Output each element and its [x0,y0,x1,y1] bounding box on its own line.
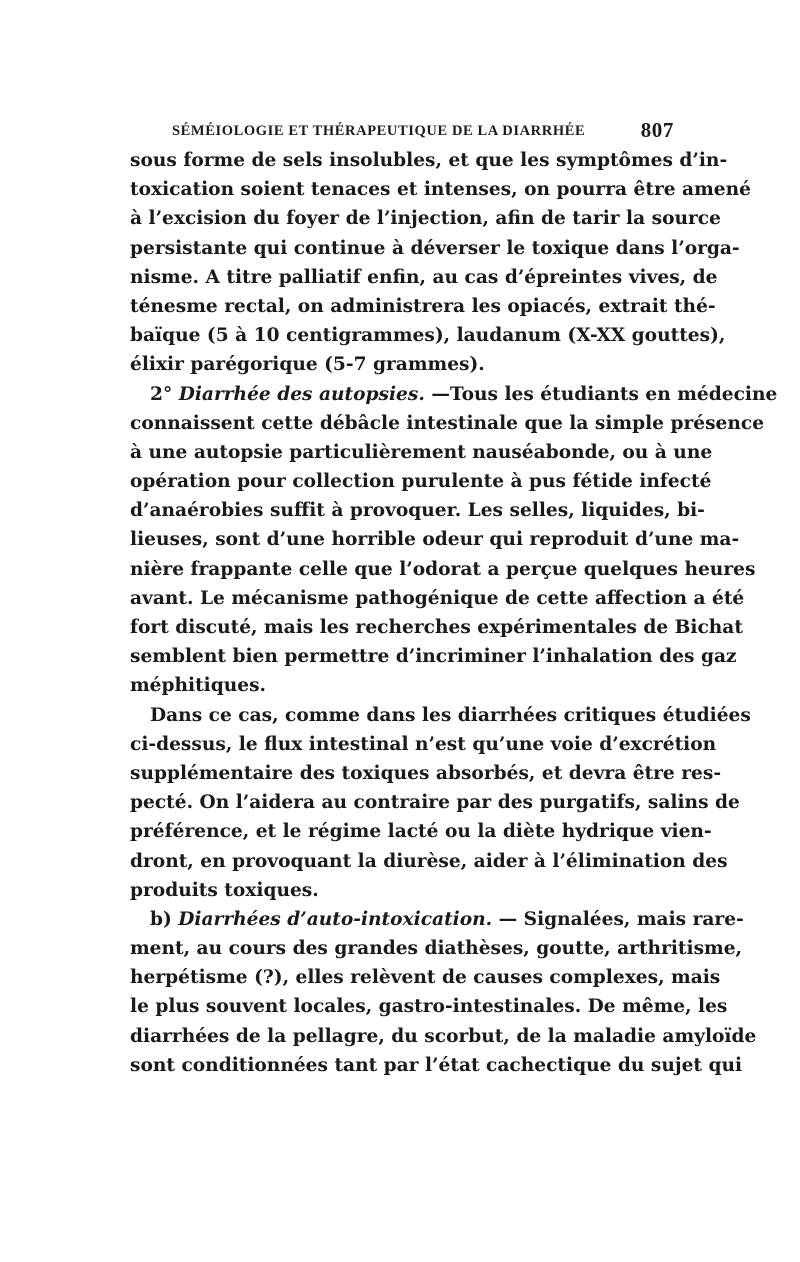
text-run: ment, au cours des grandes diathèses, goutte, arthritisme, [130,938,743,960]
text-run: supplémentaire des toxiques absorbés, et devra être res- [130,762,722,784]
text-run: lieuses, sont d’une horrible odeur qui reproduit d’une ma- [130,529,740,551]
text-line [130,963,721,992]
text-run: sont conditionnées tant par l’état cachectique du sujet qui [130,1054,743,1076]
text-run: baïque (5 à 10 centigrammes), laudanum (X-XX gouttes), [130,325,726,347]
text-line [130,1051,743,1080]
italic-heading: Diarrhées d’auto-intoxication. [178,908,493,930]
text-line [130,701,751,730]
text-run: préférence, et le régime lacté ou la diète hydrique vien- [130,821,712,843]
text-line [130,613,743,642]
text-run: méphitiques. [130,675,267,697]
text-run: ténesme rectal, on administrera les opiacés, extrait thé- [130,295,716,317]
text-line [130,555,756,584]
body-text [130,146,778,1080]
text-line [130,876,674,905]
text-run: Dans ce cas, comme dans les diarrhées critiques étudiées [150,704,751,726]
text-line [130,263,718,292]
text-line [130,847,728,876]
text-line [130,759,722,788]
text-run: opération pour collection purulente à pus fétide infecté [130,471,712,493]
text-run: persistante qui continue à déverser le toxique dans l’orga- [130,237,740,259]
text-run: diarrhées de la pellagre, du scorbut, de la maladie amyloïde [130,1025,757,1047]
text-run: à une autopsie particulièrement nauséabonde, ou à une [130,441,713,463]
text-run: produits toxiques. [130,879,319,901]
text-run: toxication soient tenaces et intenses, on pourra être amené [130,179,751,201]
text-run: ci-dessus, le flux intestinal n’est qu’une voie d’excrétion [130,733,717,755]
text-run: pecté. On l’aidera au contraire par des purgatifs, salins de [130,792,740,814]
text-run: dront, en provoquant la diurèse, aider à l’élimination des [130,850,728,872]
text-run: élixir parégorique (5-7 grammes). [130,354,485,376]
text-line [130,380,778,409]
text-run: herpétisme (?), elles relèvent de causes complexes, mais [130,967,721,989]
text-line [130,671,674,700]
text-line [130,730,717,759]
running-head-title: SÉMÉIOLOGIE ET THÉRAPEUTIQUE DE LA DIARRHÉE [172,123,586,139]
text-run: 2° [150,383,179,405]
text-run: sous forme de sels insolubles, et que les symptômes d’in- [130,150,728,171]
text-run: à l’excision du foyer de l’injection, afin de tarir la source [130,208,721,230]
book-page [130,118,778,1080]
text-run: fort discuté, mais les recherches expérimentales de Bichat [130,617,743,638]
text-line [130,350,674,379]
text-run: nisme. A titre palliatif enfin, au cas d’épreintes vives, de [130,266,718,288]
page-number: 807 [640,118,674,142]
text-line [130,292,716,321]
text-line [130,409,765,438]
text-line [130,146,728,175]
text-run: —Tous les étudiants en médecine [424,383,778,405]
text-line [130,321,726,350]
text-line [130,817,712,846]
text-run: semblent bien permettre d’incriminer l’inhalation des gaz [130,646,737,668]
text-line [130,1022,757,1051]
text-run: connaissent cette débâcle intestinale que la simple présence [130,412,765,434]
text-line [130,467,712,496]
text-line [130,934,743,963]
text-line [130,905,744,934]
text-line [130,438,713,467]
text-line [130,204,721,233]
text-line [130,584,745,613]
text-line [130,525,740,554]
text-line [130,992,728,1021]
text-line [130,496,705,525]
text-run: nière frappante celle que l’odorat a perçue quelques heures [130,558,756,580]
text-line [130,788,740,817]
text-run: — Signalées, mais rare- [492,908,744,930]
running-head [130,118,674,144]
text-line [130,234,740,263]
text-run: le plus souvent locales, gastro-intestinales. De même, les [130,996,728,1018]
text-line [130,642,737,671]
text-line [130,175,751,204]
text-run: avant. Le mécanisme pathogénique de cette affection a été [130,587,745,609]
text-run: d’anaérobies suffit à provoquer. Les selles, liquides, bi- [130,500,705,522]
text-run: b) [150,908,179,930]
italic-heading: Diarrhée des autopsies. [178,383,425,405]
